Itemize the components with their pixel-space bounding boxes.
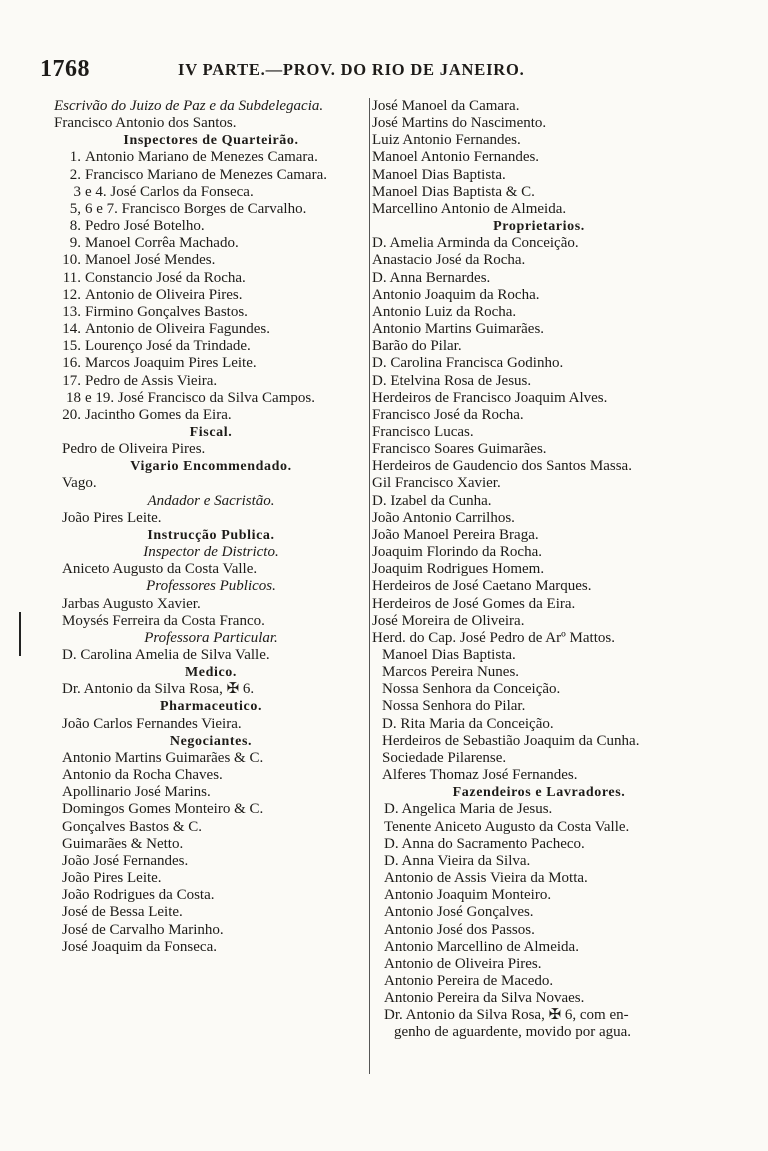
inspector-districto-heading: Inspector de Districto. bbox=[143, 544, 279, 561]
inspector-row bbox=[54, 304, 368, 321]
professores-heading: Professores Publicos. bbox=[146, 578, 276, 595]
inspector-row bbox=[54, 149, 368, 166]
list-item: José de Carvalho Marinho. bbox=[62, 921, 224, 938]
inspector-name: Manoel José Mendes. bbox=[85, 252, 216, 269]
inspector-number: 5, bbox=[69, 200, 81, 217]
list-item: Joaquim Rodrigues Homem. bbox=[372, 561, 545, 578]
vigario-name: Vago. bbox=[62, 475, 97, 492]
fazendeiros-heading: Fazendeiros e Lavradores. bbox=[452, 785, 626, 801]
list-item: Nossa Senhora da Conceição. bbox=[382, 681, 561, 698]
list-item: Antonio de Oliveira Pires. bbox=[384, 955, 542, 972]
inspector-row bbox=[54, 373, 368, 390]
inspector-row bbox=[54, 235, 368, 252]
list-item: João Rodrigues da Costa. bbox=[62, 887, 215, 904]
list-item: Apollinario José Marins. bbox=[62, 784, 211, 801]
list-item: D. Anna do Sacramento Pacheco. bbox=[384, 835, 585, 852]
inspector-districto-name: Aniceto Augusto da Costa Valle. bbox=[62, 561, 258, 578]
inspector-row bbox=[54, 321, 368, 338]
list-item: Herdeiros de José Gomes da Eira. bbox=[372, 595, 576, 612]
list-item: José Joaquim da Fonseca. bbox=[62, 938, 217, 955]
escrivao-name: Francisco Antonio dos Santos. bbox=[54, 115, 237, 132]
list-item: Joaquim Florindo da Rocha. bbox=[372, 544, 542, 561]
inspector-row bbox=[54, 167, 368, 184]
list-item: Francisco Soares Guimarães. bbox=[372, 441, 547, 458]
list-item: Antonio Pereira de Macedo. bbox=[384, 972, 554, 989]
inspector-row bbox=[54, 201, 368, 218]
list-item: Moysés Ferreira da Costa Franco. bbox=[62, 612, 265, 629]
list-item: Antonio Martins Guimarães. bbox=[372, 321, 545, 338]
inspector-name: Jacintho Gomes da Eira. bbox=[85, 406, 232, 423]
right-column bbox=[372, 98, 706, 1042]
running-title: IV PARTE.—PROV. DO RIO DE JANEIRO. bbox=[178, 60, 525, 79]
list-item: José Manoel da Camara. bbox=[372, 98, 520, 114]
list-item: Jarbas Augusto Xavier. bbox=[62, 595, 201, 612]
inspector-number: 15. bbox=[62, 338, 81, 355]
inspector-name: Lourenço José da Trindade. bbox=[85, 338, 251, 355]
inspector-number: 20. bbox=[62, 406, 81, 423]
inspectores-heading: Inspectores de Quarteirão. bbox=[123, 133, 299, 149]
list-item: Dr. Antonio da Silva Rosa, ✠ 6, com en- bbox=[384, 1007, 629, 1024]
proprietarios-heading: Proprietarios. bbox=[493, 219, 585, 235]
medico-heading: Medico. bbox=[184, 665, 238, 681]
inspector-row bbox=[54, 338, 368, 355]
medico-name: Dr. Antonio da Silva Rosa, ✠ 6. bbox=[62, 681, 255, 698]
list-item: Antonio Joaquim Monteiro. bbox=[384, 887, 552, 904]
list-item: Antonio Joaquim da Rocha. bbox=[372, 286, 540, 303]
list-item-continuation: genho de aguardente, movido por agua. bbox=[394, 1024, 632, 1041]
list-item: Antonio José dos Passos. bbox=[384, 921, 535, 938]
inspector-name: Pedro José Botelho. bbox=[85, 218, 205, 235]
list-item: Antonio Martins Guimarães & C. bbox=[62, 749, 264, 766]
list-item: Antonio da Rocha Chaves. bbox=[62, 767, 223, 784]
list-item: Manoel Antonio Fernandes. bbox=[372, 149, 540, 166]
list-item: Luiz Antonio Fernandes. bbox=[372, 132, 521, 149]
instruccao-heading: Instrucção Publica. bbox=[147, 527, 275, 543]
list-item: Domingos Gomes Monteiro & C. bbox=[62, 801, 264, 818]
inspector-number: 10. bbox=[62, 252, 81, 269]
list-item: Herd. do Cap. José Pedro de Arº Mattos. bbox=[372, 629, 615, 646]
inspector-number: 9. bbox=[69, 235, 81, 252]
list-item: Sociedade Pilarense. bbox=[382, 749, 507, 766]
andador-name: João Pires Leite. bbox=[62, 509, 162, 526]
inspector-row bbox=[54, 287, 368, 304]
column-rule bbox=[369, 98, 370, 1074]
list-item: Alferes Thomaz José Fernandes. bbox=[382, 767, 578, 784]
inspector-name: Antonio de Oliveira Fagundes. bbox=[85, 321, 270, 338]
list-item: João José Fernandes. bbox=[62, 852, 189, 869]
list-item: João Pires Leite. bbox=[62, 870, 162, 887]
left-column bbox=[54, 98, 368, 956]
list-item: D. Carolina Francisca Godinho. bbox=[372, 355, 564, 372]
list-item: Antonio José Gonçalves. bbox=[384, 904, 534, 921]
list-item: José Martins do Nascimento. bbox=[372, 115, 547, 132]
pharmaceutico-name: João Carlos Fernandes Vieira. bbox=[62, 715, 242, 732]
inspector-row bbox=[54, 252, 368, 269]
list-item: Manoel Dias Baptista. bbox=[382, 647, 516, 663]
list-item: Barão do Pilar. bbox=[372, 338, 462, 355]
list-item: Manoel Dias Baptista & C. bbox=[372, 183, 535, 200]
list-item: Antonio de Assis Vieira da Motta. bbox=[384, 870, 588, 887]
list-item: Antonio Marcellino de Almeida. bbox=[384, 938, 579, 955]
inspector-row bbox=[54, 390, 368, 407]
negociantes-heading: Negociantes. bbox=[169, 733, 253, 749]
inspector-number: 11. bbox=[62, 269, 81, 286]
inspector-name: Manoel Corrêa Machado. bbox=[85, 235, 239, 252]
inspector-number: 1. bbox=[69, 149, 81, 166]
list-item: D. Izabel da Cunha. bbox=[372, 492, 492, 509]
inspector-number: 16. bbox=[62, 355, 81, 372]
inspector-name: 6 e 7. Francisco Borges de Carvalho. bbox=[85, 200, 307, 217]
inspector-name: Constancio José da Rocha. bbox=[85, 269, 246, 286]
list-item: Antonio Pereira da Silva Novaes. bbox=[384, 990, 585, 1007]
list-item: Gonçalves Bastos & C. bbox=[62, 818, 202, 835]
list-item: Herdeiros de Francisco Joaquim Alves. bbox=[372, 389, 608, 406]
inspector-row bbox=[54, 407, 368, 424]
list-item: João Antonio Carrilhos. bbox=[372, 509, 515, 526]
list-item: D. Anna Vieira da Silva. bbox=[384, 852, 531, 869]
andador-heading: Andador e Sacristão. bbox=[147, 492, 275, 509]
inspector-name: Antonio Mariano de Menezes Camara. bbox=[85, 149, 318, 166]
inspector-number: 12. bbox=[62, 286, 81, 303]
vigario-heading: Vigario Encommendado. bbox=[130, 459, 292, 475]
list-item: Francisco José da Rocha. bbox=[372, 406, 524, 423]
list-item: Marcellino Antonio de Almeida. bbox=[372, 200, 567, 217]
list-item: Anastacio José da Rocha. bbox=[372, 252, 526, 269]
inspector-name: Marcos Joaquim Pires Leite. bbox=[85, 355, 257, 372]
professora-heading: Professora Particular. bbox=[144, 629, 278, 646]
professora-name: D. Carolina Amelia de Silva Valle. bbox=[62, 647, 270, 663]
list-item: D. Etelvina Rosa de Jesus. bbox=[372, 372, 532, 389]
list-item: Nossa Senhora do Pilar. bbox=[382, 698, 526, 715]
list-item: José de Bessa Leite. bbox=[62, 904, 183, 921]
inspector-name: Firmino Gonçalves Bastos. bbox=[85, 303, 248, 320]
inspector-name: e 4. José Carlos da Fonseca. bbox=[85, 183, 254, 200]
list-item: João Manoel Pereira Braga. bbox=[372, 526, 539, 543]
inspector-row bbox=[54, 270, 368, 287]
list-item: Marcos Pereira Nunes. bbox=[382, 664, 520, 681]
inspector-row bbox=[54, 218, 368, 235]
pharmaceutico-heading: Pharmaceutico. bbox=[159, 699, 263, 715]
inspector-name: e 19. José Francisco da Silva Campos. bbox=[85, 389, 315, 406]
inspector-number: 14. bbox=[62, 321, 81, 338]
list-item: Herdeiros de Sebastião Joaquim da Cunha. bbox=[382, 732, 640, 749]
inspector-name: Francisco Mariano de Menezes Camara. bbox=[85, 166, 327, 183]
page-number: 1768 bbox=[40, 56, 90, 82]
inspector-number: 13. bbox=[62, 303, 81, 320]
list-item: D. Anna Bernardes. bbox=[372, 269, 491, 286]
inspector-number: 8. bbox=[69, 218, 81, 235]
escrivao-heading: Escrivão do Juizo de Paz e da Subdelegacia. bbox=[54, 98, 324, 114]
list-item: Gil Francisco Xavier. bbox=[372, 475, 501, 492]
list-item: Tenente Aniceto Augusto da Costa Valle. bbox=[384, 818, 630, 835]
fiscal-name: Pedro de Oliveira Pires. bbox=[62, 441, 206, 458]
list-item: Herdeiros de José Caetano Marques. bbox=[372, 578, 592, 595]
list-item: José Moreira de Oliveira. bbox=[372, 612, 525, 629]
list-item: Francisco Lucas. bbox=[372, 423, 474, 440]
inspector-name: Antonio de Oliveira Pires. bbox=[85, 286, 243, 303]
list-item: D. Amelia Arminda da Conceição. bbox=[372, 235, 579, 252]
list-item: D. Angelica Maria de Jesus. bbox=[384, 801, 553, 818]
list-item: D. Rita Maria da Conceição. bbox=[382, 715, 554, 732]
inspector-number: 2. bbox=[69, 166, 81, 183]
list-item: Antonio Luiz da Rocha. bbox=[372, 303, 517, 320]
list-item: Herdeiros de Gaudencio dos Santos Massa. bbox=[372, 458, 632, 475]
inspector-name: Pedro de Assis Vieira. bbox=[85, 372, 218, 389]
inspector-number: 17. bbox=[62, 372, 81, 389]
fiscal-heading: Fiscal. bbox=[189, 424, 233, 440]
inspector-number: 18 bbox=[66, 389, 81, 406]
margin-mark bbox=[19, 612, 21, 656]
inspector-row bbox=[54, 355, 368, 372]
list-item: Manoel Dias Baptista. bbox=[372, 166, 506, 183]
inspector-number: 3 bbox=[73, 183, 81, 200]
list-item: Guimarães & Netto. bbox=[62, 835, 184, 852]
inspector-row bbox=[54, 184, 368, 201]
